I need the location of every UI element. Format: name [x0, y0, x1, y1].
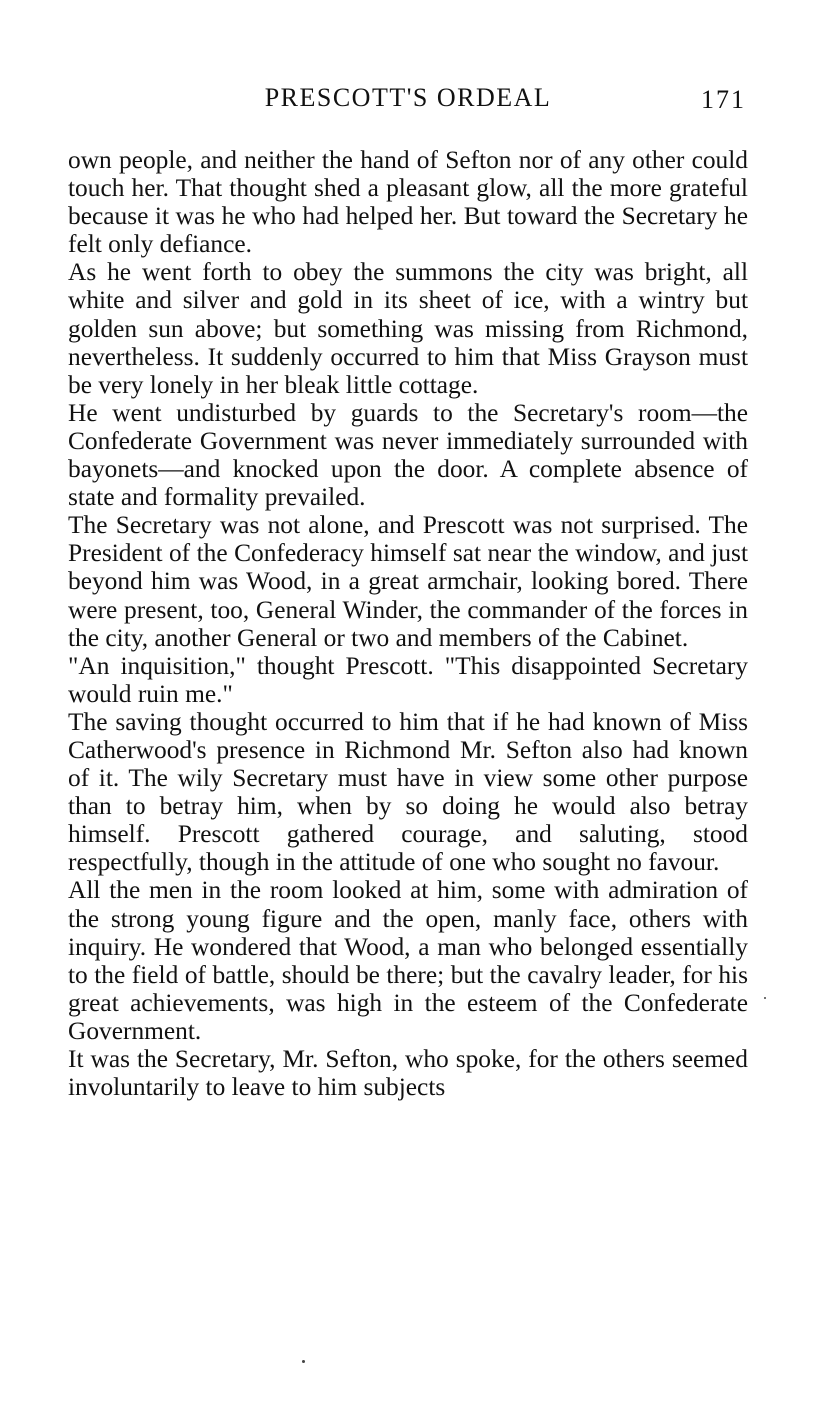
paragraph: He went undisturbed by guards to the Secretary's room—the Confederate Government was never immediately surrounded with bayonets—and knocked upon the door. A complete absence of state and formality prevailed. [68, 398, 748, 512]
paragraph: The Secretary was not alone, and Prescott was not surprised. The President of the Confederacy himself sat near the window, and just beyond him was Wood, in a great armchair, looking bored. There were present, too, General Winder, the commander of the forces in the city, another General or two and members of the Cabinet. [68, 511, 748, 652]
paragraph: The saving thought occurred to him that if he had known of Miss Catherwood's presence in Richmond Mr. Sefton also had known of it. The wily Secretary must have in view some other purpose than to betray him, when by so doing he would also betray himself. Prescott gathered courage, and saluting, stood respectfully, though in the attitude of one who sought no favour. [68, 707, 748, 877]
paragraph: As he went forth to obey the summons the city was bright, all white and silver and gold in its sheet of ice, with a wintry but golden sun above; but something was missing from Richmond, nevertheless. It suddenly occurred to him that Miss Grayson must be very lonely in her bleak little cottage. [68, 258, 748, 399]
body-text [68, 146, 748, 1101]
page-number: 171 [701, 85, 746, 114]
running-head [68, 80, 748, 116]
paragraph: All the men in the room looked at him, some with admiration of the strong young figure and the open, manly face, others with inquiry. He wondered that Wood, a man who belonged essentially to the field of battle, should be there; but the cavalry leader, for his great achievements, was high in the esteem of the Confederate Government. [68, 876, 748, 1045]
paragraph-continued: own people, and neither the hand of Sefton nor of any other could touch her. That thought shed a pleasant glow, all the more grateful because it was he who had helped her. But toward the Secretary he felt only defiance. [68, 146, 748, 259]
print-speck [764, 997, 766, 999]
paragraph: "An inquisition," thought Prescott. "This disappointed Secretary would ruin me." [68, 651, 748, 708]
print-speck [302, 1360, 305, 1363]
paragraph: It was the Secretary, Mr. Sefton, who spoke, for the others seemed involuntarily to leave to him subjects [68, 1045, 748, 1102]
running-title: PRESCOTT'S ORDEAL [264, 83, 552, 112]
